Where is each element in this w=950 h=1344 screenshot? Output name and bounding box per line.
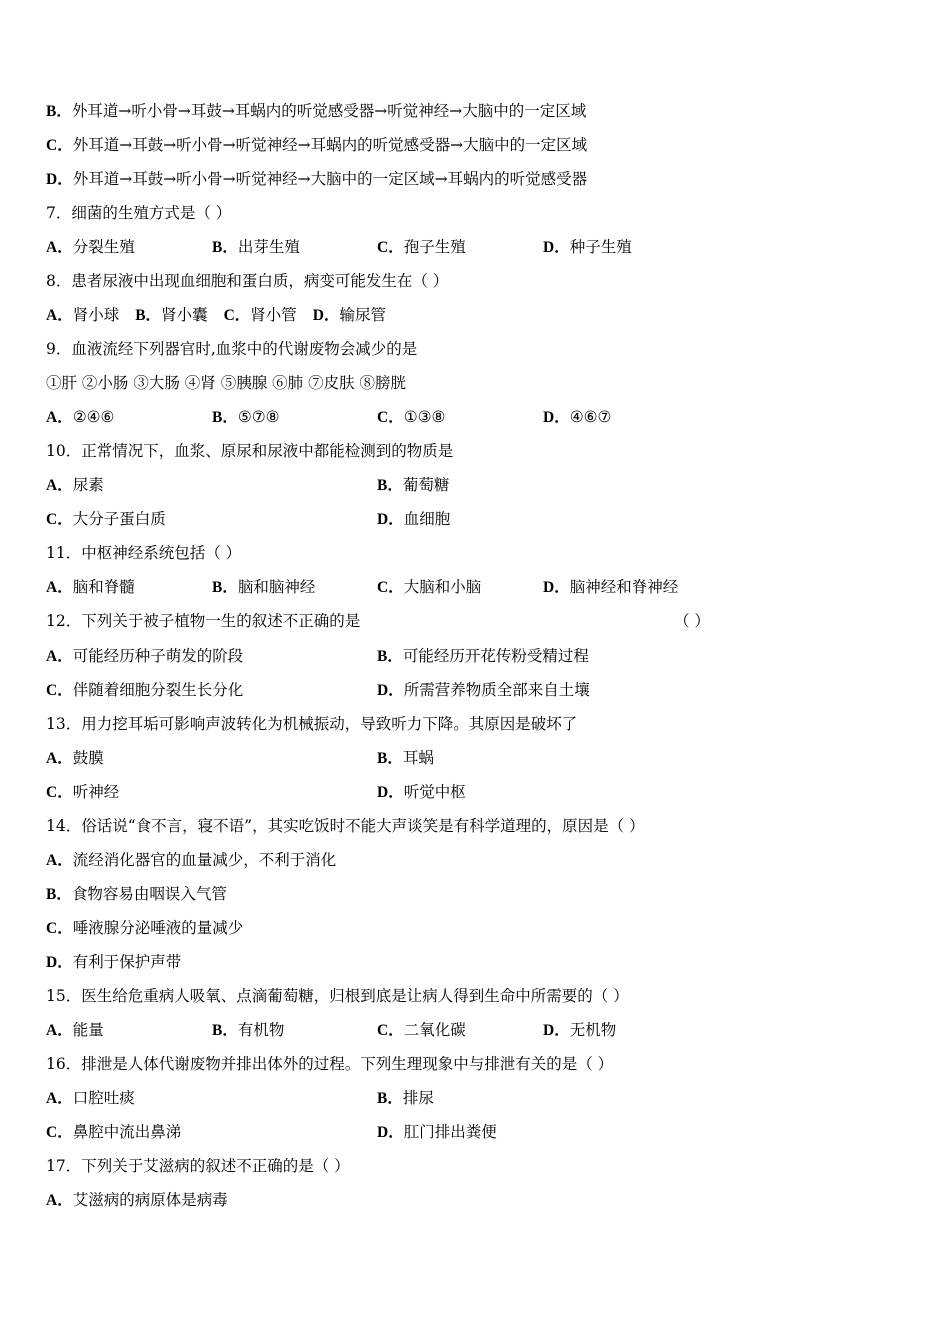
q13-option-a: A．鼓膜 xyxy=(46,749,104,767)
q8-option-d: D．输尿管 xyxy=(312,306,387,324)
q8-option-b: B．肾小囊 xyxy=(135,306,208,324)
q12-option-d: D．所需营养物质全部来自土壤 xyxy=(377,681,590,699)
q15-option-b: B．有机物 xyxy=(212,1021,285,1039)
q8-stem: 8．患者尿液中出现血细胞和蛋白质，病变可能发生在（ ） xyxy=(46,272,449,290)
q11-option-d: D．脑神经和脊神经 xyxy=(543,578,679,596)
q12-option-b: B．可能经历开花传粉受精过程 xyxy=(377,647,589,665)
q9-option-a: A．②④⑥ xyxy=(46,408,115,426)
q12-option-c: C．伴随着细胞分裂生长分化 xyxy=(46,681,244,699)
q14-stem: 14．俗话说“食不言，寝不语”，其实吃饭时不能大声谈笑是有科学道理的，原因是（ ） xyxy=(46,817,645,835)
q7-option-d: D．种子生殖 xyxy=(543,238,632,256)
q7-option-b: B．出芽生殖 xyxy=(212,238,300,256)
q9-option-c: C．①③⑧ xyxy=(377,408,446,426)
q8-option-a: A．肾小球 xyxy=(46,306,120,324)
q7-option-a: A．分裂生殖 xyxy=(46,238,135,256)
q11-option-c: C．大脑和小脑 xyxy=(377,578,482,596)
q15-option-c: C．二氧化碳 xyxy=(377,1021,466,1039)
q10-option-d: D．血细胞 xyxy=(377,510,451,528)
q15-option-a: A．能量 xyxy=(46,1021,104,1039)
q10-option-b: B．葡萄糖 xyxy=(377,476,450,494)
q17-stem: 17．下列关于艾滋病的叙述不正确的是（ ） xyxy=(46,1157,350,1175)
q6-option-c: C．外耳道→耳鼓→听小骨→听觉神经→耳蜗内的听觉感受器→大脑中的一定区域 xyxy=(46,136,588,154)
q13-option-c: C．听神经 xyxy=(46,783,120,801)
q16-option-d: D．肛门排出粪便 xyxy=(377,1123,497,1141)
q6-option-b: B．外耳道→听小骨→耳鼓→耳蜗内的听觉感受器→听觉神经→大脑中的一定区域 xyxy=(46,102,587,120)
q14-option-a: A．流经消化器官的血量减少，不利于消化 xyxy=(46,851,337,869)
q7-option-c: C．孢子生殖 xyxy=(377,238,466,256)
q12-option-a: A．可能经历种子萌发的阶段 xyxy=(46,647,244,665)
q16-option-b: B．排尿 xyxy=(377,1089,434,1107)
q10-option-a: A．尿素 xyxy=(46,476,104,494)
q6-option-d: D．外耳道→耳鼓→听小骨→听觉神经→大脑中的一定区域→耳蜗内的听觉感受器 xyxy=(46,170,588,188)
q14-option-b: B．食物容易由咽误入气管 xyxy=(46,885,227,903)
q13-option-d: D．听觉中枢 xyxy=(377,783,466,801)
q9-stem: 9．血液流经下列器官时,血浆中的代谢废物会减少的是 xyxy=(46,340,418,358)
q16-stem: 16．排泄是人体代谢废物并排出体外的过程。下列生理现象中与排泄有关的是（ ） xyxy=(46,1055,614,1073)
q14-option-c: C．唾液腺分泌唾液的量减少 xyxy=(46,919,244,937)
q16-option-c: C．鼻腔中流出鼻涕 xyxy=(46,1123,182,1141)
q8-option-c: C．肾小管 xyxy=(223,306,297,324)
q16-option-a: A．口腔吐痰 xyxy=(46,1089,135,1107)
q8-options xyxy=(46,303,402,327)
q11-option-a: A．脑和脊髓 xyxy=(46,578,135,596)
q11-option-b: B．脑和脑神经 xyxy=(212,578,316,596)
q12-answer-paren: （ ） xyxy=(674,612,710,630)
q10-stem: 10．正常情况下，血浆、原尿和尿液中都能检测到的物质是 xyxy=(46,442,454,460)
q15-stem: 15．医生给危重病人吸氧、点滴葡萄糖，归根到底是让病人得到生命中所需要的（ ） xyxy=(46,987,629,1005)
q13-stem: 13．用力挖耳垢可影响声波转化为机械振动，导致听力下降。其原因是破坏了 xyxy=(46,715,578,733)
q10-option-c: C．大分子蛋白质 xyxy=(46,510,166,528)
q12-stem: 12．下列关于被子植物一生的叙述不正确的是 （ ） xyxy=(46,609,746,633)
q14-option-d: D．有利于保护声带 xyxy=(46,953,182,971)
q7-stem: 7．细菌的生殖方式是（ ） xyxy=(46,204,232,222)
q17-option-a: A．艾滋病的病原体是病毒 xyxy=(46,1191,228,1209)
q9-organ-list: ①肝 ②小肠 ③大肠 ④肾 ⑤胰腺 ⑥肺 ⑦皮肤 ⑧膀胱 xyxy=(46,374,406,392)
q11-stem: 11．中枢神经系统包括（ ） xyxy=(46,544,242,562)
q15-option-d: D．无机物 xyxy=(543,1021,617,1039)
q13-option-b: B．耳蜗 xyxy=(377,749,434,767)
q9-option-d: D．④⑥⑦ xyxy=(543,408,612,426)
q9-option-b: B．⑤⑦⑧ xyxy=(212,408,280,426)
